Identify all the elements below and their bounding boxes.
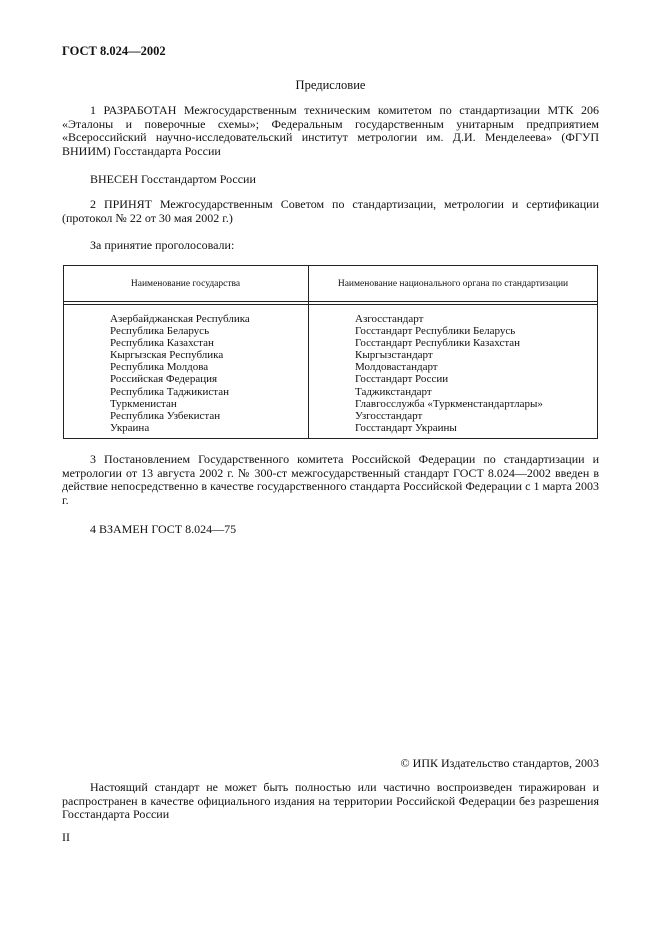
table-cell-standards-body: Молдовастандарт (355, 361, 438, 374)
paragraph-developed-by: 1 РАЗРАБОТАН Межгосударственным техническим комитетом по стандартизации МТК 206 «Эталоны и поверочные схемы»; Федеральным государственным унитарным предприятием «Всероссийский научно-исследовательский институт метрологии им. Д.И. Менделеева» (ФГУП ВНИИМ) Госстандарта России (62, 103, 599, 158)
reproduction-notice: Настоящий стандарт не может быть полностью или частично воспроизведен тиражирован и распространен в качестве официального издания на территории Российской Федерации без разрешения Госстандарта России (62, 780, 599, 821)
table-column-states (110, 313, 250, 434)
table-header-standards-body: Наименование национального органа по стандартизации (337, 279, 569, 289)
copyright-line: © ИПК Издательство стандартов, 2003 (400, 756, 599, 770)
table-cell-standards-body: Госстандарт Республики Казахстан (355, 337, 521, 350)
table-cell-state: Республика Таджикистан (110, 385, 229, 398)
section-title: Предисловие (295, 78, 366, 92)
table-cell-state: Республика Молдова (110, 361, 209, 374)
paragraph-introduced-by: ВНЕСЕН Госстандартом России (90, 172, 256, 186)
page-number: II (62, 830, 70, 844)
table-cell-state: Украина (110, 421, 150, 434)
table-cell-standards-body: Госстандарт Украины (355, 421, 457, 434)
paragraph-adopted-by: 2 ПРИНЯТ Межгосударственным Советом по стандартизации, метрологии и сертификации (протокол № 22 от 30 мая 2002 г.) (62, 197, 599, 225)
paragraph-replaces: 4 ВЗАМЕН ГОСТ 8.024—75 (90, 522, 237, 536)
table-header-divider (63, 301, 598, 302)
table-cell-state: Российская Федерация (110, 373, 218, 386)
table-column-divider (308, 265, 309, 439)
table-cell-state: Азербайджанская Республика (110, 313, 250, 325)
table-cell-standards-body: Азгосстандарт (355, 313, 424, 325)
table-header-divider-double (63, 304, 598, 305)
table-cell-standards-body: Госстандарт Республики Беларусь (355, 325, 516, 338)
table-cell-state: Туркменистан (110, 397, 177, 410)
table-cell-standards-body: Узгосстандарт (355, 409, 423, 422)
paragraph-voted-for: За принятие проголосовали: (90, 238, 235, 252)
table-cell-standards-body: Главгосслужба «Туркменстандартлары» (355, 397, 543, 410)
table-cell-standards-body: Кыргызстандарт (355, 349, 433, 362)
table-cell-state: Республика Узбекистан (110, 409, 221, 422)
document-code: ГОСТ 8.024—2002 (62, 44, 166, 58)
table-column-standards-bodies (355, 313, 543, 434)
table-cell-state: Республика Казахстан (110, 337, 214, 350)
table-cell-standards-body: Госстандарт России (355, 373, 449, 386)
table-header-state: Наименование государства (130, 279, 241, 289)
table-cell-standards-body: Таджикстандарт (355, 385, 432, 398)
table-cell-state: Кыргызская Республика (110, 349, 224, 362)
table-cell-state: Республика Беларусь (110, 325, 210, 338)
paragraph-enacted: 3 Постановлением Государственного комитета Российской Федерации по стандартизации и метрологии от 13 августа 2002 г. № 300-ст межгосударственный стандарт ГОСТ 8.024—2002 введен в действие непосредственно в качестве государственного стандарта Российской Федерации с 1 марта 2003 г. (62, 452, 599, 507)
